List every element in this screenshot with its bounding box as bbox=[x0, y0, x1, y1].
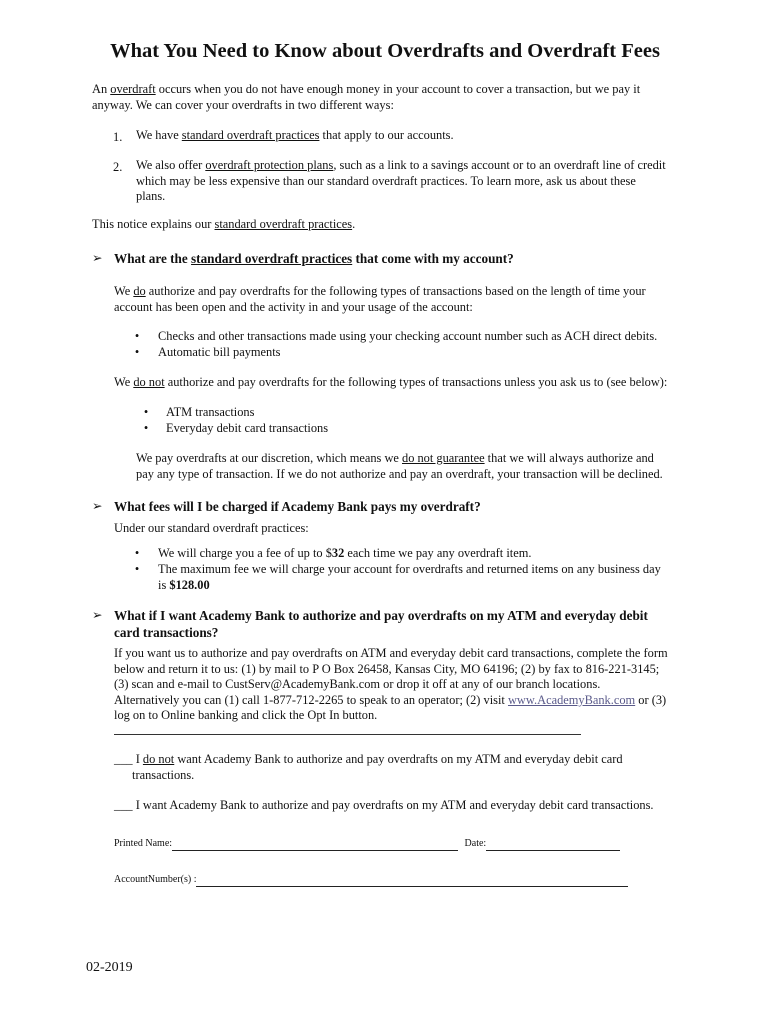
printed-name-row bbox=[114, 837, 634, 851]
page-title: What You Need to Know about Overdrafts and Overdraft Fees bbox=[110, 40, 660, 62]
list-item: ATM transactions bbox=[166, 405, 255, 419]
intro-paragraph: An overdraft occurs when you do not have enough money in your account to cover a transaction, but we pay it anyway. We can cover your overdrafts in two different ways: bbox=[92, 82, 641, 112]
list-item: The maximum fee we will charge your account for overdrafts and returned items on any business day is $128.00 bbox=[158, 562, 661, 592]
bullet-icon: • bbox=[143, 405, 149, 419]
opt-in-option[interactable]: ___ I want Academy Bank to authorize and pay overdrafts on my ATM and everyday debit card transactions. bbox=[114, 798, 654, 812]
do-authorize-paragraph: We do authorize and pay overdrafts for the following types of transactions based on the length of time your account has been open and the activity in and your usage of the account: bbox=[114, 284, 646, 314]
divider bbox=[114, 734, 581, 735]
bullet-icon: • bbox=[134, 329, 140, 343]
do-not-authorize-paragraph: We do not authorize and pay overdrafts for the following types of transactions unless you ask us to (see below): bbox=[114, 375, 668, 389]
bullet-icon: • bbox=[134, 562, 140, 576]
section-heading-fees: What fees will I be charged if Academy Bank pays my overdraft? bbox=[114, 499, 481, 514]
bullet-icon: • bbox=[143, 421, 149, 435]
account-number-field[interactable] bbox=[196, 873, 628, 887]
account-number-label: AccountNumber(s) : bbox=[114, 874, 197, 885]
date-field[interactable] bbox=[486, 837, 620, 851]
printed-name-label: Printed Name: bbox=[114, 838, 173, 849]
list-item: 1. bbox=[113, 130, 123, 144]
list-item-text: We have standard overdraft practices that apply to our accounts. bbox=[136, 128, 454, 142]
date-label: Date: bbox=[464, 838, 487, 849]
list-item: Automatic bill payments bbox=[158, 345, 281, 359]
printed-name-field[interactable] bbox=[172, 837, 458, 851]
list-item-text: We also offer overdraft protection plans, such as a link to a savings account or to an overdraft line of credit which may be less expensive than our standard overdraft practices. To learn more, ask us about these plans. bbox=[136, 158, 666, 204]
opt-in-instructions: If you want us to authorize and pay overdrafts on ATM and everyday debit card transactions, complete the form below and return it to us: (1) by mail to P O Box 26458, Kansas City, MO 64196; (2) by fax to 816-221-3145; (3) scan and e-mail to CustServ@AcademyBank.com or drop it off at any of our branch locations. Alternatively you can (1) call 1-877-712-2265 to speak to an operator; (2) visit www.AcademyBank.com or (3) log on to Online banking and click the Opt In button. bbox=[114, 646, 668, 723]
arrow-bullet-icon: ➢ bbox=[92, 608, 103, 622]
account-number-row bbox=[114, 873, 644, 887]
list-item: Checks and other transactions made using your checking account number such as ACH direct debits. bbox=[158, 329, 658, 343]
bullet-icon: • bbox=[134, 546, 140, 560]
fees-intro: Under our standard overdraft practices: bbox=[114, 521, 309, 535]
list-item: Everyday debit card transactions bbox=[166, 421, 329, 435]
section-heading-standard-practices: What are the standard overdraft practices that come with my account? bbox=[114, 251, 514, 266]
notice-line: This notice explains our standard overdraft practices. bbox=[92, 217, 356, 231]
revision-date: 02-2019 bbox=[86, 960, 133, 975]
arrow-bullet-icon: ➢ bbox=[92, 251, 103, 265]
discretion-paragraph: We pay overdrafts at our discretion, which means we do not guarantee that we will always authorize and pay any type of transaction. If we do not authorize and pay an overdraft, your transaction will be declined. bbox=[136, 451, 663, 481]
opt-out-option[interactable]: ___ I do not want Academy Bank to authorize and pay overdrafts on my ATM and everyday debit card transactions. bbox=[114, 752, 623, 782]
checkbox-blank[interactable]: ___ bbox=[114, 798, 133, 812]
list-item: We will charge you a fee of up to $32 each time we pay any overdraft item. bbox=[158, 546, 532, 560]
list-item: 2. bbox=[113, 160, 123, 174]
arrow-bullet-icon: ➢ bbox=[92, 499, 103, 513]
section-heading-opt-in: What if I want Academy Bank to authorize and pay overdrafts on my ATM and everyday debit card transactions? bbox=[114, 608, 648, 640]
checkbox-blank[interactable]: ___ bbox=[114, 752, 133, 766]
bullet-icon: • bbox=[134, 345, 140, 359]
overdraft-term: overdraft bbox=[110, 82, 156, 96]
academy-bank-website-link[interactable]: www.AcademyBank.com bbox=[507, 692, 636, 707]
